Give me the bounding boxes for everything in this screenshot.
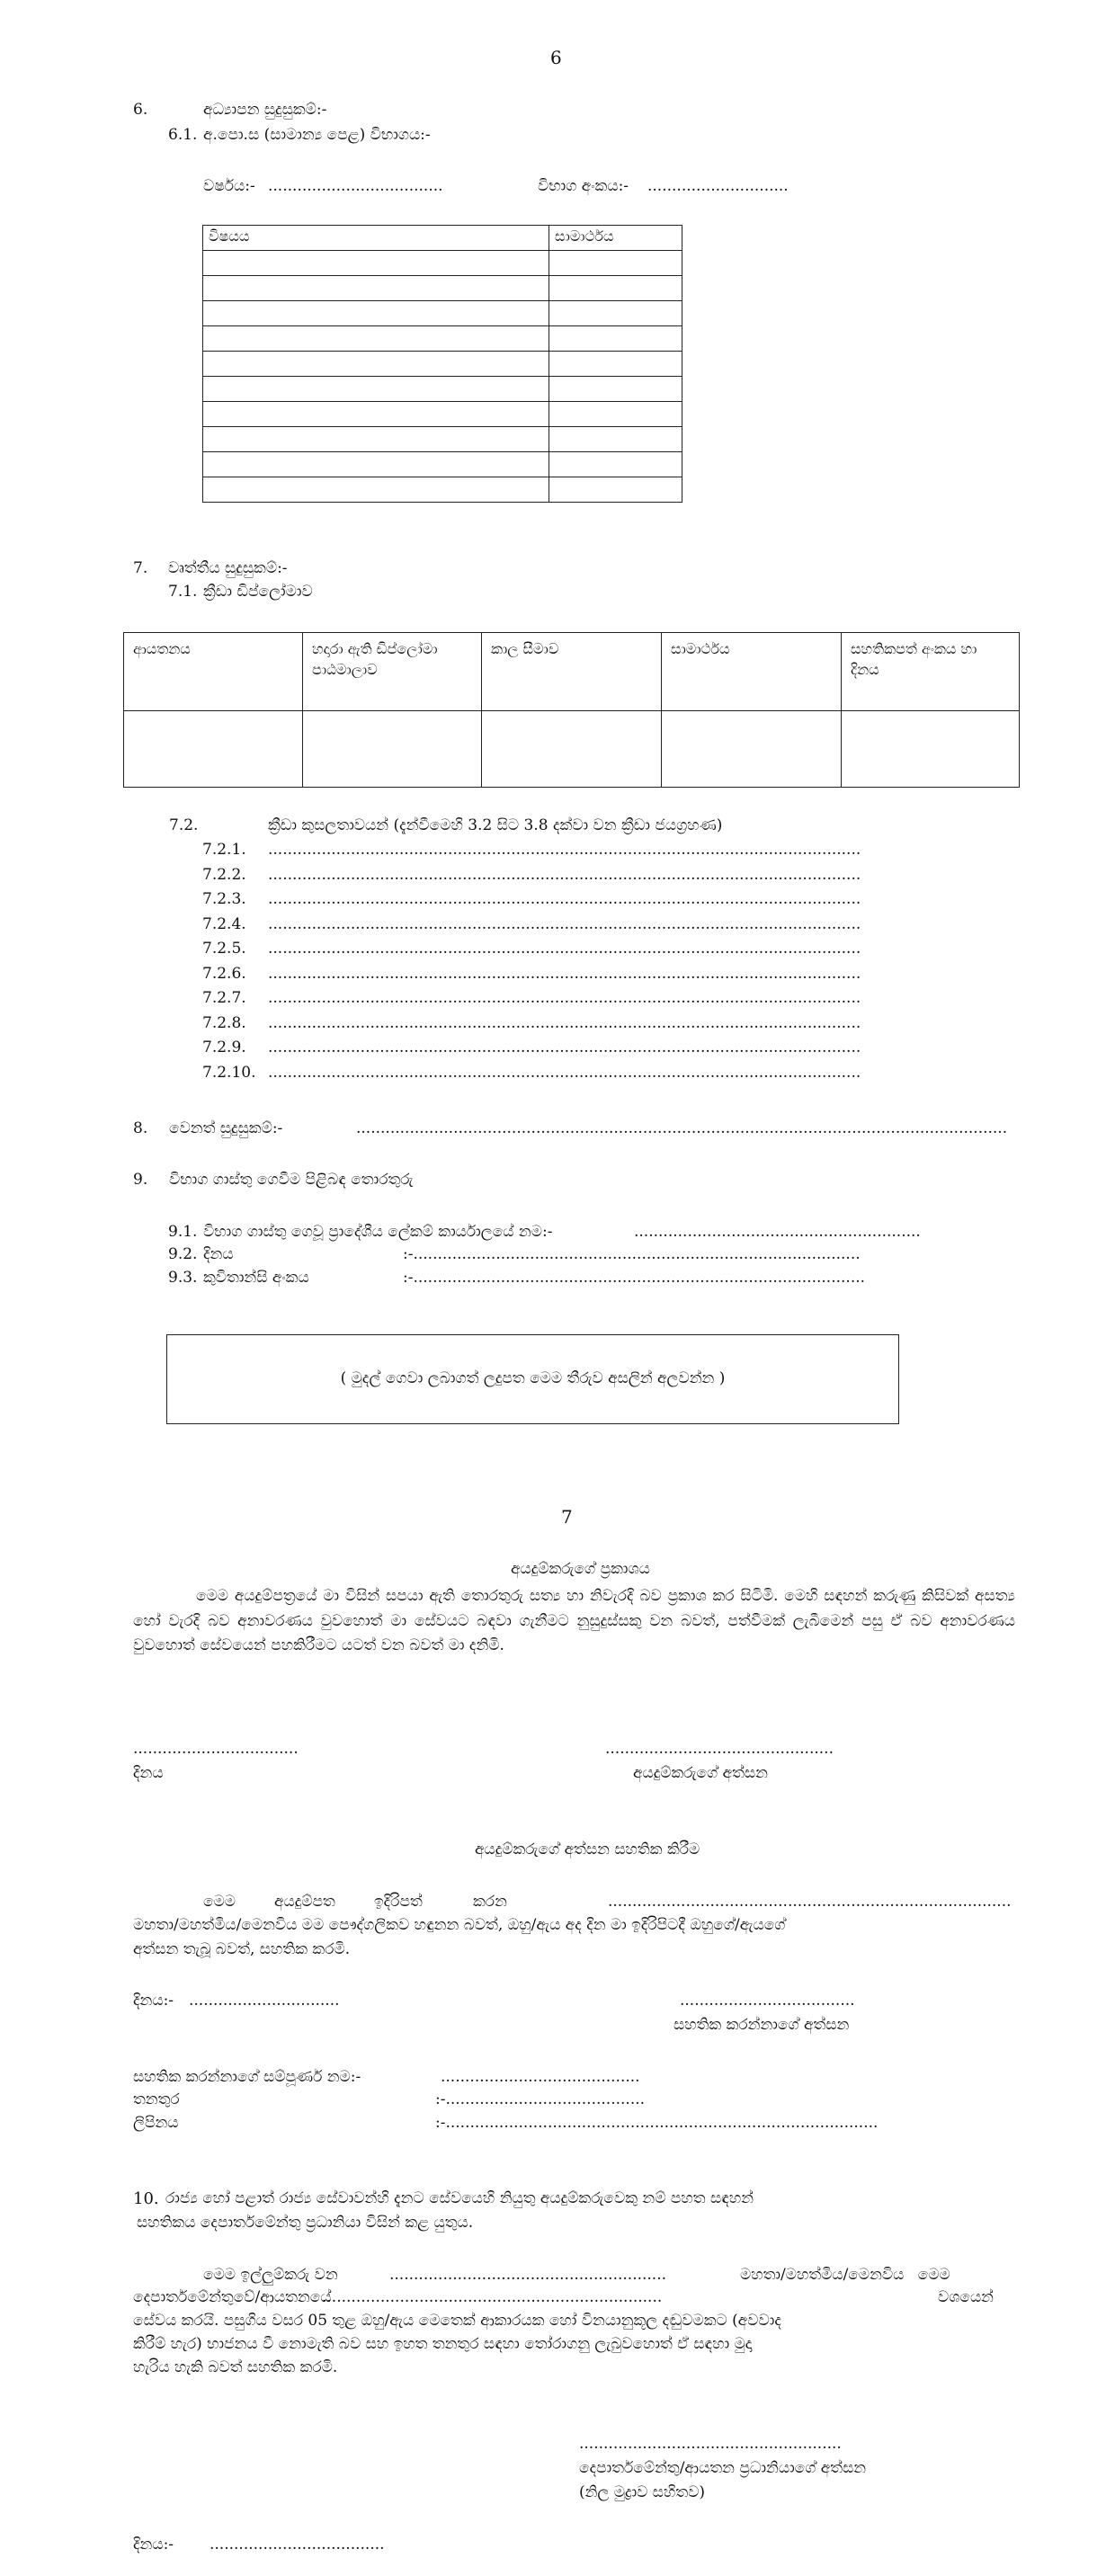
achievement-field[interactable]: ..........................................................................................................................: [268, 940, 861, 958]
subject-cell[interactable]: [203, 301, 549, 326]
achievement-field[interactable]: ..........................................................................................................................: [268, 890, 861, 908]
section-7-number: 7.: [133, 559, 148, 577]
other-qualifications-field[interactable]: ......................................................................................................................................: [356, 1119, 1008, 1137]
certifier-name-field[interactable]: .........................................: [441, 2068, 640, 2086]
table-row: [203, 427, 682, 452]
date-signature-field[interactable]: ..................................: [133, 1740, 299, 1758]
s10-title-options: මහතා/මහත්මිය/මෙනවිය මෙම: [740, 2266, 950, 2284]
final-date-field[interactable]: ....................................: [210, 2536, 385, 2554]
section-10-line-2: සහතිකය දෙපාර්තමේන්තු ප්‍රධානියා විසින් කළ යුතුය.: [137, 2214, 474, 2232]
cert-word-3: ඉදිරිපත්: [374, 1893, 423, 1911]
achievement-number: 7.2.2.: [202, 866, 246, 884]
section-8-number: 8.: [133, 1119, 148, 1137]
section-9-number: 9.: [133, 1171, 148, 1189]
grade-cell[interactable]: [549, 326, 682, 352]
official-seal-note: (නිල මුද්‍රාව සහිතව): [579, 2483, 706, 2501]
grade-cell[interactable]: [549, 251, 682, 276]
achievement-field[interactable]: ..........................................................................................................................: [268, 1064, 861, 1082]
applicant-name-field[interactable]: ...................................................................................: [608, 1893, 1012, 1911]
subject-cell[interactable]: [203, 251, 549, 276]
institution-cell[interactable]: [124, 711, 303, 788]
cert-line-2: මහතා/මහත්මිය/මෙනවිය මම පෞද්ගලිකව හඳුනන බවත්, ඔහු/ඇය අද දින මා ඉදිරිපිටදී ඔහුගේ/ඇයගේ: [133, 1916, 786, 1934]
applicant-signature-field[interactable]: ...............................................: [605, 1740, 834, 1758]
exam-number-label: විභාග අංකය:-: [538, 177, 629, 195]
subject-cell[interactable]: [203, 352, 549, 377]
s10-line-4: කිරීම් හැර) භාජනය වී නොමැති බව සහ ඉහත තනතුර සඳහා තෝරාගනු ලැබුවහොත් ඒ සඳහා මුදා: [133, 2335, 753, 2353]
achievement-number: 7.2.1.: [202, 841, 246, 859]
achievement-number: 7.2.10.: [202, 1064, 256, 1082]
achievement-number: 7.2.6.: [202, 965, 246, 983]
ol-results-table: [202, 225, 682, 503]
subject-cell[interactable]: [203, 377, 549, 402]
year-label: වර්ෂය:-: [203, 177, 255, 195]
final-date-label: දිනය:-: [133, 2536, 174, 2554]
cert-word-2: අයදුම්පත: [274, 1893, 335, 1911]
date-label: දිනය: [133, 1764, 164, 1782]
section-10-line-1: රාජ්‍ය හෝ පළාත් රාජ්‍ය සේවාවන්හි දැනට සේවයෙහි නියුතු අයදුම්කරුවෙකු නම් පහත සඳහන්: [165, 2189, 754, 2207]
achievement-field[interactable]: ..........................................................................................................................: [268, 1014, 861, 1032]
table-row: [203, 301, 682, 326]
section-7-title: වෘත්තීය සුදුසුකම්:-: [168, 559, 288, 577]
table-row: [203, 276, 682, 301]
receipt-number-label: කුවිතාන්සි අංකය: [203, 1269, 309, 1287]
achievement-number: 7.2.5.: [202, 940, 246, 958]
receipt-note: ( මුදල් ගෙවා ලබාගත් ලදුපත මෙම තීරුව අසලින් අලවන්න ): [340, 1369, 726, 1388]
achievement-field[interactable]: ..........................................................................................................................: [268, 915, 861, 933]
pass-cell[interactable]: [662, 711, 842, 788]
table-row: [203, 352, 682, 377]
achievement-field[interactable]: ..........................................................................................................................: [268, 841, 861, 859]
table-row: [203, 402, 682, 427]
table-row: [203, 326, 682, 352]
subject-cell[interactable]: [203, 427, 549, 452]
exam-number-field[interactable]: .............................: [647, 177, 789, 195]
table-header-row: [124, 633, 1020, 711]
certifier-signature-label: සහතික කරන්නාගේ අත්සන: [673, 2016, 850, 2034]
certificate-header: සහතිකපත් අංකය හා දිනය: [842, 633, 1020, 711]
table-row: [203, 377, 682, 402]
grade-header: සාමාර්ථය: [549, 226, 682, 251]
certifier-name-label: සහතික කරන්නාගේ සම්පූර්ණ නම:-: [133, 2068, 361, 2086]
pass-header: සාමාර්ථය: [662, 633, 842, 711]
grade-cell[interactable]: [549, 377, 682, 402]
secretariat-field[interactable]: ...........................................................: [634, 1223, 921, 1241]
section-9-1-number: 9.1.: [168, 1223, 198, 1241]
section-7-2-title: ක්‍රීඩා කුසලතාවයන් (දැන්වීමෙහි 3.2 සිට 3.8 දක්වා වන ක්‍රීඩා ජයග්‍රහණ): [268, 816, 723, 834]
achievement-field[interactable]: ..........................................................................................................................: [268, 989, 861, 1007]
duration-cell[interactable]: [482, 711, 662, 788]
section-7-2-number: 7.2.: [169, 816, 199, 834]
table-row: [203, 452, 682, 477]
cert-date-label: දිනය:-: [133, 1992, 174, 2010]
achievement-number: 7.2.9.: [202, 1038, 246, 1056]
grade-cell[interactable]: [549, 402, 682, 427]
ol-results-body: [203, 251, 682, 503]
s10-line-5: හැරිය හැකි බවත් සහතික කරමි.: [133, 2358, 338, 2376]
section-7-1-title: ක්‍රීඩා ඩිප්ලෝමාව: [203, 583, 313, 601]
section-9-3-number: 9.3.: [168, 1269, 198, 1287]
declaration-title: අයදුම්කරුගේ ප්‍රකාශය: [511, 1560, 650, 1578]
cert-line-3: අත්සන තැබූ බවත්, සහතික කරමි.: [133, 1940, 351, 1958]
s10-applicant-field[interactable]: .........................................................: [389, 2266, 667, 2284]
table-row: [203, 251, 682, 276]
course-cell[interactable]: [303, 711, 482, 788]
section-6-1-number: 6.1.: [168, 126, 198, 144]
grade-cell[interactable]: [549, 427, 682, 452]
receipt-number-field[interactable]: :-.............................................................................................: [403, 1269, 866, 1287]
page-number-7: 7: [561, 1506, 573, 1528]
page-number-6: 6: [550, 47, 562, 68]
institution-header: ආයතනය: [124, 633, 303, 711]
grade-cell[interactable]: [549, 301, 682, 326]
section-10-number: 10.: [133, 2189, 159, 2208]
s10-applicant-label: මෙම ඉල්ලුම්කරු වන: [203, 2266, 338, 2284]
certification-title: අයදුම්කරුගේ අත්සන සහතික කිරීම: [475, 1841, 700, 1858]
cert-word-4: කරන: [473, 1893, 507, 1911]
grade-cell[interactable]: [549, 477, 682, 503]
s10-department-label: දෙපාර්තමේන්තුවේ/ආයතනයේ: [133, 2288, 332, 2306]
diploma-table: [123, 632, 1020, 788]
section-6-1-title: අ.පො.ස (සාමාන්‍ය පෙළ) විභාගය:-: [203, 126, 431, 144]
section-6-title: අධ්‍යාපන සුදුසුකම්:-: [203, 101, 327, 119]
section-7-1-number: 7.1.: [168, 583, 198, 601]
address-label: ලිපිනය: [133, 2114, 179, 2132]
subject-cell[interactable]: [203, 477, 549, 503]
cert-date-field[interactable]: ...............................: [189, 1992, 340, 2010]
payment-date-label: දිනය: [203, 1245, 234, 1263]
subject-cell[interactable]: [203, 452, 549, 477]
applicant-signature-label: අයදුම්කරුගේ අත්සන: [633, 1764, 768, 1782]
section-6-number: 6.: [133, 101, 148, 119]
grade-cell[interactable]: [549, 276, 682, 301]
secretariat-label: විභාග ගාස්තු ගෙවූ ප්‍රාදේශීය ලේකම් කාර්යාලයේ නම:-: [203, 1223, 553, 1241]
course-header: හදාරා ඇති ඩිප්ලෝමා පාඨමාලාව: [303, 633, 482, 711]
s10-as-label: වශයෙන්: [938, 2288, 994, 2306]
other-qualifications-label: වෙනත් සුදුසුකම්:-: [169, 1119, 283, 1137]
achievement-field[interactable]: ..........................................................................................................................: [268, 1038, 861, 1056]
table-header-row: [203, 226, 682, 251]
certificate-cell[interactable]: [842, 711, 1020, 788]
address-field[interactable]: :-.........................................................................................: [435, 2114, 879, 2132]
subject-cell[interactable]: [203, 276, 549, 301]
certifier-signature-field[interactable]: ....................................: [680, 1992, 855, 2010]
s10-department-field[interactable]: ......................................................................: [322, 2288, 663, 2306]
head-signature-label: දෙපාර්තමේන්තු/ආයතන ප්‍රධානියාගේ අත්සන: [579, 2459, 867, 2477]
achievement-number: 7.2.7.: [202, 989, 246, 1007]
achievement-number: 7.2.4.: [202, 915, 246, 933]
table-row: [203, 477, 682, 503]
year-field[interactable]: ....................................: [268, 177, 443, 195]
payment-date-field[interactable]: :-............................................................................................: [403, 1245, 861, 1263]
duration-header: කාල සීමාව: [482, 633, 662, 711]
achievement-field[interactable]: ..........................................................................................................................: [268, 965, 861, 983]
section-9-2-number: 9.2.: [168, 1245, 198, 1263]
subject-cell[interactable]: [203, 326, 549, 352]
subject-header: විෂයය: [203, 226, 549, 251]
section-9-title: විභාග ගාස්තු ගෙවීම පිළිබඳ තොරතුරු: [169, 1171, 414, 1189]
position-label: තනතුර: [133, 2090, 180, 2108]
grade-cell[interactable]: [549, 452, 682, 477]
subject-cell[interactable]: [203, 402, 549, 427]
achievement-field[interactable]: ..........................................................................................................................: [268, 866, 861, 884]
head-signature-field[interactable]: ......................................................: [579, 2435, 842, 2453]
receipt-attach-box: [166, 1334, 899, 1424]
achievement-number: 7.2.8.: [202, 1014, 246, 1032]
table-row: [124, 711, 1020, 788]
cert-word-1: මෙම: [203, 1893, 236, 1911]
position-field[interactable]: :-.........................................: [435, 2090, 646, 2108]
declaration-text: මෙම අයදුම්පත්‍රයේ මා විසින් සපයා ඇති තොරතුරු සත්‍ය හා නිවැරදි බව ප්‍රකාශ කර සිටිමි. මෙහි සඳහන් කරුණු කිසිවක් අසත්‍ය හෝ වැරදි බව අනාවරණය වුවහොත් මා සේවයට බඳවා ගැනීමට නුසුදුස්සකු වන බවත්, පත්වීමක් ලැබීමෙන් පසු ඒ බව අනාවරණය වුවහොත් සේවයෙන් පහකිරීමට යටත් වන බවත් මා දනිමි.: [133, 1587, 1015, 1655]
grade-cell[interactable]: [549, 352, 682, 377]
achievement-number: 7.2.3.: [202, 890, 246, 908]
s10-line-3: සේවය කරයි. පසුගිය වසර 05 තුළ ඔහු/ඇය මෙතෙක් ආකාරයක හෝ විනයානුකූල දඬුවමකට (අවවාද: [133, 2312, 781, 2330]
